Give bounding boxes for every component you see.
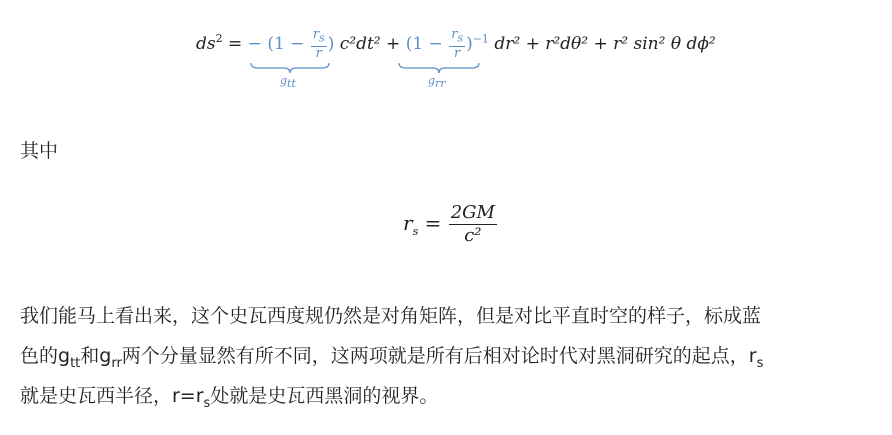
line2-part-c: 两个分量显然有所不同，这两项就是所有后相对论时代对黑洞研究的起点，r	[121, 345, 757, 367]
grr-close: )	[466, 33, 473, 54]
grr-underbrace	[398, 62, 480, 74]
qizhong-text: 其中	[20, 140, 59, 162]
line3-part-a: 就是史瓦西半径，r=r	[20, 385, 204, 407]
grr-frac-den: r	[449, 46, 465, 61]
gtt-label: $g_{tt}$	[280, 74, 296, 91]
gtt-frac-num-sub: s	[319, 31, 325, 45]
line2-sub-rr: rr	[111, 355, 122, 371]
rs-fraction	[449, 202, 497, 247]
grr-prefix: (1 −	[405, 33, 443, 54]
grr-frac-num: r	[451, 27, 458, 42]
c2dt2-term: c²dt²	[339, 33, 381, 54]
line2-part-a: 色的g	[20, 345, 71, 367]
gtt-close: )	[327, 33, 335, 54]
rs-numerator: 2GM	[450, 202, 495, 223]
paragraph-line-3	[20, 378, 885, 422]
gtt-fraction	[311, 28, 327, 61]
gtt-frac-den: r	[311, 46, 327, 61]
rs-equals: =	[424, 211, 442, 235]
line2-sub-tt: tt	[70, 355, 81, 371]
metric-formula-line: $ds^2$ = − (1 − $\frac{r_s}{r}$ ) c²dt² + (1 − $\frac{r_s}{r}$ )$^{-1}$ dr² + r²dθ² + r² sin² θ dϕ²	[196, 27, 716, 61]
gtt-underbrace	[250, 62, 330, 74]
gtt-term	[247, 27, 340, 61]
rs-lhs: r	[403, 211, 413, 235]
metric-lhs: ds	[196, 33, 216, 54]
grr-exponent: −1	[472, 32, 489, 46]
line2-sub-s: s	[756, 355, 764, 371]
line3-part-b: 处就是史瓦西黑洞的视界。	[210, 385, 439, 407]
schwarzschild-radius-formula	[403, 202, 498, 247]
rs-denominator: c²	[449, 224, 497, 247]
grr-fraction	[449, 28, 465, 61]
metric-equation	[0, 0, 892, 100]
rs-lhs-sub: s	[412, 225, 419, 238]
grr-label: $g_{rr}$	[428, 74, 446, 91]
paragraph-line-2	[20, 338, 885, 382]
paragraph-line-1: 我们能马上看出来，这个史瓦西度规仍然是对角矩阵，但是对比平直时空的样子，标成蓝	[20, 305, 762, 327]
plus-sign: +	[386, 33, 401, 54]
grr-frac-num-sub: s	[457, 31, 464, 45]
metric-equals: =	[228, 33, 243, 54]
line3-sub-s: s	[203, 395, 211, 411]
line2-part-b: 和g	[80, 345, 112, 367]
gtt-prefix: − (1 −	[247, 33, 305, 54]
gtt-frac-num: r	[312, 27, 320, 42]
grr-term	[405, 27, 495, 61]
metric-rest: dr² + r²dθ² + r² sin² θ dϕ²	[494, 33, 716, 54]
